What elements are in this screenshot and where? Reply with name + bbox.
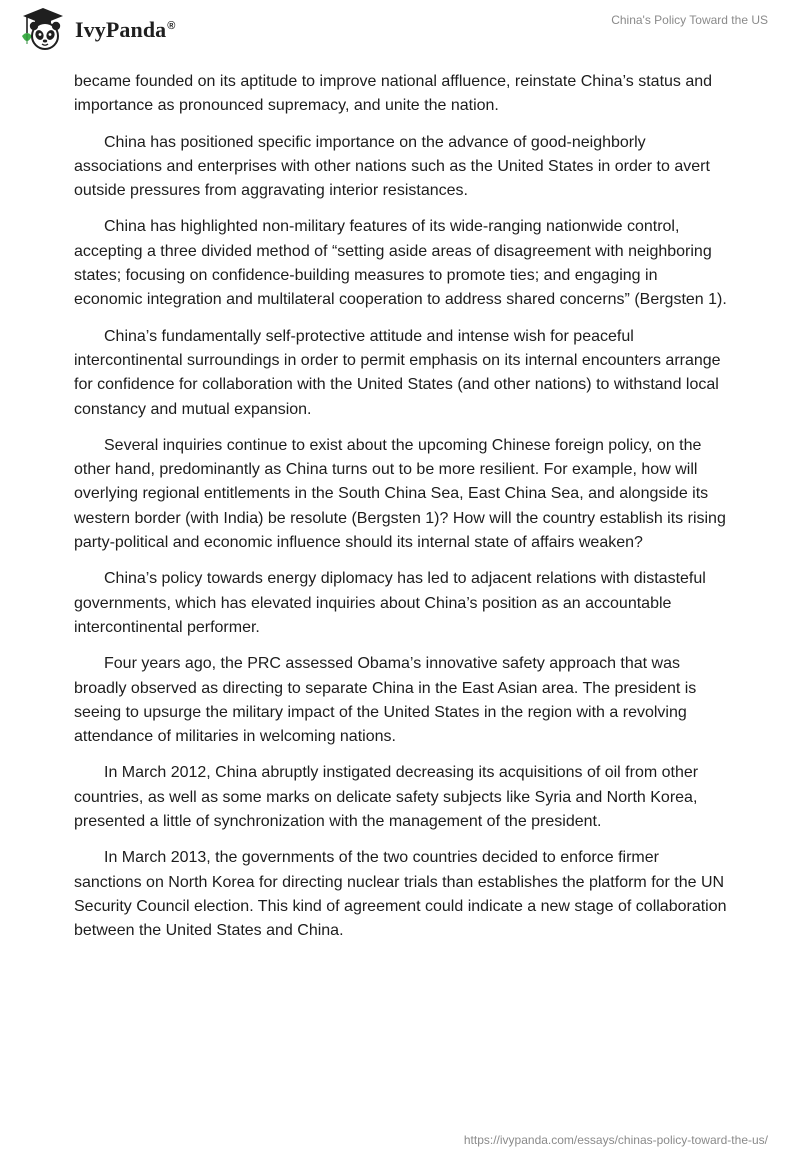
paragraph: Several inquiries continue to exist about the upcoming Chinese foreign policy, on the other hand, predominantly as China turns out to be more resilient. For example, how will overlying regional entitlements in the South China Sea, East China Sea, and alongside its western border (with India) be resolute (Bergsten 1)? How will the country establish its rising party-political and economic influence should its internal state of affairs weaken? <box>74 436 726 552</box>
registered-mark: ® <box>167 19 176 32</box>
paragraph: China’s policy towards energy diplomacy has led to adjacent relations with distasteful governments, which has elevated inquiries about China’s position as an accountable intercontinental performer. <box>74 570 706 636</box>
document-title: China's Policy Toward the US <box>611 13 768 27</box>
paragraph: China has highlighted non-military features of its wide-ranging nationwide control, accepting a three divided method of “setting aside areas of disagreement with neighboring states; focusing on confidence-building measures to promote ties; and engaging in economic integration and multilateral cooperation to address shared concerns” (Bergsten 1). <box>74 218 727 309</box>
paragraph: China has positioned specific importance on the advance of good-neighborly associations and enterprises with other nations such as the United States in order to avert outside pressures from aggravating interior resistances. <box>74 133 710 200</box>
page-header <box>0 0 800 62</box>
paragraph: In March 2013, the governments of the two countries decided to enforce firmer sanctions on North Korea for directing nuclear trials than establishes the platform for the UN Security Council election. This kind of agreement could indicate a new stage of collaboration between the United States and China. <box>74 849 727 940</box>
brand-name: IvyPanda® <box>75 17 176 42</box>
essay-body <box>74 70 729 956</box>
paragraph: became founded on its aptitude to improve national affluence, reinstate China’s status and importance as pronounced supremacy, and unite the nation. <box>74 73 713 115</box>
panda-graduate-icon <box>13 6 73 52</box>
source-url-link[interactable]: https://ivypanda.com/essays/chinas-policy-toward-the-us/ <box>463 1133 768 1147</box>
paragraph: In March 2012, China abruptly instigated decreasing its acquisitions of oil from other countries, as well as some marks on delicate safety subjects like Syria and North Korea, presented a little of synchronization with the management of the president. <box>74 764 699 831</box>
ivypanda-logo[interactable] <box>13 6 176 52</box>
paragraph: Four years ago, the PRC assessed Obama’s innovative safety approach that was broadly observed as directing to separate China in the East Asian area. The president is seeing to upsurge the military impact of the United States in the region with a revolving attendance of militaries in welcoming nations. <box>74 655 697 746</box>
paragraph: China’s fundamentally self-protective attitude and intense wish for peaceful intercontinental surroundings in order to permit emphasis on its internal encounters arrange for confidence for collaboration with the United States (and other nations) to withstand local constancy and mutual expansion. <box>74 327 721 418</box>
